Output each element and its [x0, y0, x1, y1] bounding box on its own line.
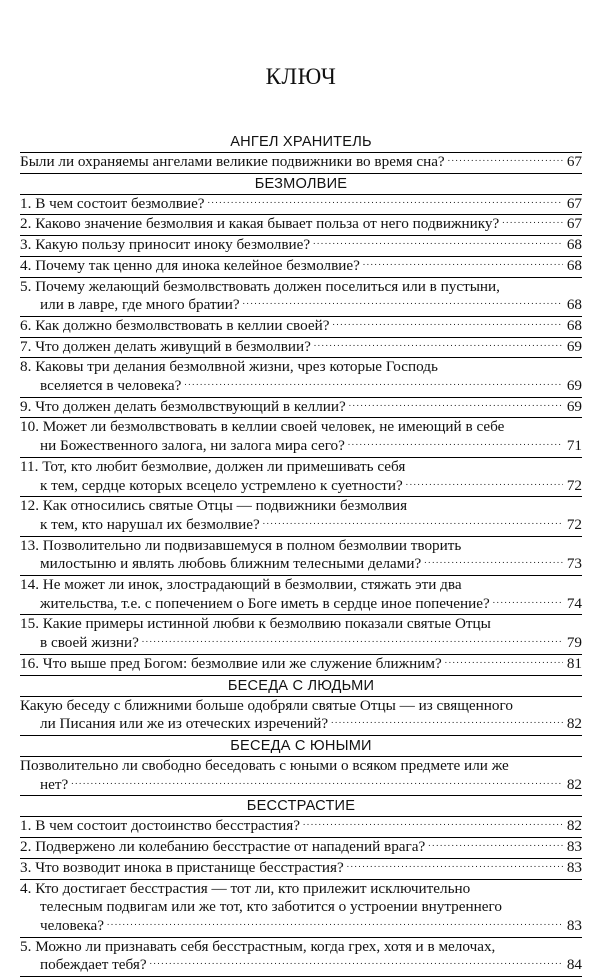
- toc-list: [20, 132, 582, 977]
- dot-leader: [71, 777, 563, 789]
- entry-text: к тем, сердце которых всецело устремлено к суетности?: [40, 476, 403, 494]
- toc-entry[interactable]: [20, 655, 582, 675]
- dot-leader: [502, 216, 563, 228]
- entry-text: 1. В чем состоит безмолвие?: [20, 194, 205, 212]
- entry-text: 4. Почему так ценно для инока келейное безмолвие?: [20, 256, 360, 274]
- dot-leader: [493, 596, 563, 608]
- toc-entry[interactable]: [20, 576, 582, 615]
- dot-leader: [363, 258, 563, 270]
- entry-text: милостыню и являть любовь ближним телесными делами?: [40, 555, 422, 573]
- entry-text: 5. Почему желающий безмолвствовать должен поселиться или в пустыни,: [20, 277, 500, 295]
- toc-entry[interactable]: [20, 398, 582, 419]
- page-number: 82: [566, 817, 582, 835]
- entry-text: 9. Что должен делать безмолвствующий в келлии?: [20, 397, 346, 415]
- dot-leader: [406, 478, 563, 490]
- dot-leader: [243, 297, 563, 309]
- toc-entry[interactable]: [20, 615, 582, 654]
- dot-leader: [303, 818, 563, 830]
- page-title: КЛЮЧ: [265, 64, 337, 89]
- dot-leader: [448, 154, 563, 166]
- entry-text: 4. Кто достигает бесстрастия — тот ли, кто прилежит исключительно: [20, 879, 471, 897]
- page-number: 68: [566, 316, 582, 334]
- page-number: 72: [566, 515, 582, 533]
- entry-text: ни Божественного залога, ни залога мира сего?: [40, 437, 345, 455]
- dot-leader: [348, 438, 563, 450]
- page-number: 68: [566, 296, 582, 314]
- entry-text: телесным подвигам или же тот, кто заботится о устроении внутреннего: [40, 898, 502, 916]
- page-number: 81: [566, 654, 582, 672]
- entry-text: нет?: [40, 775, 69, 793]
- entry-text: побеждает тебя?: [40, 956, 147, 974]
- entry-text: 14. Не может ли инок, злострадающий в безмолвии, стяжать эти два: [20, 576, 462, 594]
- toc-entry[interactable]: [20, 153, 582, 173]
- entry-text: человека?: [40, 916, 105, 934]
- section-heading: АНГЕЛ ХРАНИТЕЛЬ: [20, 132, 582, 153]
- toc-entry[interactable]: [20, 317, 582, 338]
- page-number: 79: [566, 634, 582, 652]
- dot-leader: [347, 860, 563, 872]
- entry-text: в своей жизни?: [40, 634, 139, 652]
- dot-leader: [424, 556, 563, 568]
- toc-page: [20, 0, 582, 977]
- dot-leader: [428, 839, 563, 851]
- section-heading: БЕССТРАСТИЕ: [20, 796, 582, 817]
- toc-entry[interactable]: [20, 236, 582, 257]
- page-number: 82: [566, 775, 582, 793]
- entry-text: к тем, кто нарушал их безмолвие?: [40, 515, 260, 533]
- dot-leader: [314, 339, 563, 351]
- page-number: 82: [566, 715, 582, 733]
- toc-entry[interactable]: [20, 497, 582, 536]
- entry-text: 7. Что должен делать живущий в безмолвии?: [20, 337, 311, 355]
- entry-text: 3. Что возводит инока в пристанище бесстрастия?: [20, 858, 344, 876]
- entry-text: 13. Позволительно ли подвизавшемуся в полном безмолвии творить: [20, 536, 462, 554]
- page-number: 69: [566, 377, 582, 395]
- toc-entry[interactable]: [20, 838, 582, 859]
- page-number: 83: [566, 838, 582, 856]
- entry-text: 2. Каково значение безмолвия и какая бывает польза от него подвижнику?: [20, 215, 500, 233]
- entry-text: 1. В чем состоит достоинство бесстрастия?: [20, 817, 301, 835]
- toc-entry[interactable]: [20, 418, 582, 457]
- toc-entry[interactable]: [20, 697, 582, 735]
- dot-leader: [332, 318, 562, 330]
- entry-text: Какую беседу с ближними больше одобряли святые Отцы — из священного: [20, 696, 513, 714]
- dot-leader: [331, 716, 563, 728]
- page-number: 67: [566, 194, 582, 212]
- page-number: 67: [566, 215, 582, 233]
- page-number: 73: [566, 555, 582, 573]
- page-number: 83: [566, 916, 582, 934]
- toc-entry[interactable]: [20, 817, 582, 838]
- entry-text: 8. Каковы три делания безмолвной жизни, чрез которые Господь: [20, 358, 438, 376]
- entry-text: Позволительно ли свободно беседовать с юными о всяком предмете или же: [20, 756, 509, 774]
- entry-text: вселяется в человека?: [40, 377, 182, 395]
- toc-section: [20, 796, 582, 977]
- toc-section: [20, 736, 582, 796]
- dot-leader: [263, 517, 563, 529]
- dot-leader: [184, 378, 562, 390]
- entry-text: 16. Что выше пред Богом: безмолвие или же служение ближним?: [20, 654, 442, 672]
- toc-entry[interactable]: [20, 458, 582, 497]
- entry-text: 6. Как должно безмолвствовать в келлии своей?: [20, 316, 330, 334]
- entry-text: 10. Может ли безмолвствовать в келлии своей человек, не имеющий в себе: [20, 418, 505, 436]
- section-heading: БЕСЕДА С ЮНЫМИ: [20, 736, 582, 757]
- dot-leader: [150, 957, 563, 969]
- toc-section: [20, 132, 582, 174]
- page-number: 84: [566, 956, 582, 974]
- toc-entry[interactable]: [20, 215, 582, 236]
- dot-leader: [107, 918, 563, 930]
- page-number: 69: [566, 397, 582, 415]
- toc-entry[interactable]: [20, 938, 582, 976]
- page-number: 68: [566, 256, 582, 274]
- toc-entry[interactable]: [20, 195, 582, 216]
- toc-entry[interactable]: [20, 257, 582, 278]
- page-number: 68: [566, 236, 582, 254]
- entry-text: 11. Тот, кто любит безмолвие, должен ли примешивать себя: [20, 457, 406, 475]
- page-number: 71: [566, 437, 582, 455]
- dot-leader: [142, 635, 563, 647]
- toc-entry[interactable]: [20, 358, 582, 397]
- toc-entry[interactable]: [20, 338, 582, 359]
- entry-text: ли Писания или же из отеческих изречений?: [40, 715, 329, 733]
- toc-entry[interactable]: [20, 880, 582, 938]
- dot-leader: [313, 237, 563, 249]
- entry-text: 5. Можно ли признавать себя бесстрастным, когда грех, хотя и в мелочах,: [20, 937, 496, 955]
- toc-entry[interactable]: [20, 278, 582, 317]
- entry-text: 15. Какие примеры истинной любви к безмолвию показали святые Отцы: [20, 615, 491, 633]
- entry-text: Были ли охраняемы ангелами великие подвижники во время сна?: [20, 153, 445, 170]
- entry-text: 2. Подвержено ли колебанию бесстрастие от нападений врага?: [20, 838, 426, 856]
- page-number: 69: [566, 337, 582, 355]
- section-heading: БЕСЕДА С ЛЮДЬМИ: [20, 676, 582, 697]
- page-number: 74: [566, 594, 582, 612]
- page-number: 83: [566, 858, 582, 876]
- toc-entry[interactable]: [20, 859, 582, 880]
- toc-entry[interactable]: [20, 757, 582, 795]
- page-number: 67: [566, 153, 582, 170]
- entry-text: жительства, т.е. с попечением о Боге иметь в сердце иное попечение?: [40, 594, 490, 612]
- toc-section: [20, 676, 582, 736]
- dot-leader: [208, 196, 563, 208]
- entry-text: 3. Какую пользу приносит иноку безмолвие?: [20, 236, 311, 254]
- toc-section: [20, 174, 582, 676]
- entry-text: или в лавре, где много братии?: [40, 296, 240, 314]
- page-number: 72: [566, 476, 582, 494]
- section-heading: БЕЗМОЛВИЕ: [20, 174, 582, 195]
- dot-leader: [349, 399, 563, 411]
- toc-entry[interactable]: [20, 537, 582, 576]
- entry-text: 12. Как относились святые Отцы — подвижники безмолвия: [20, 497, 408, 515]
- dot-leader: [445, 656, 563, 668]
